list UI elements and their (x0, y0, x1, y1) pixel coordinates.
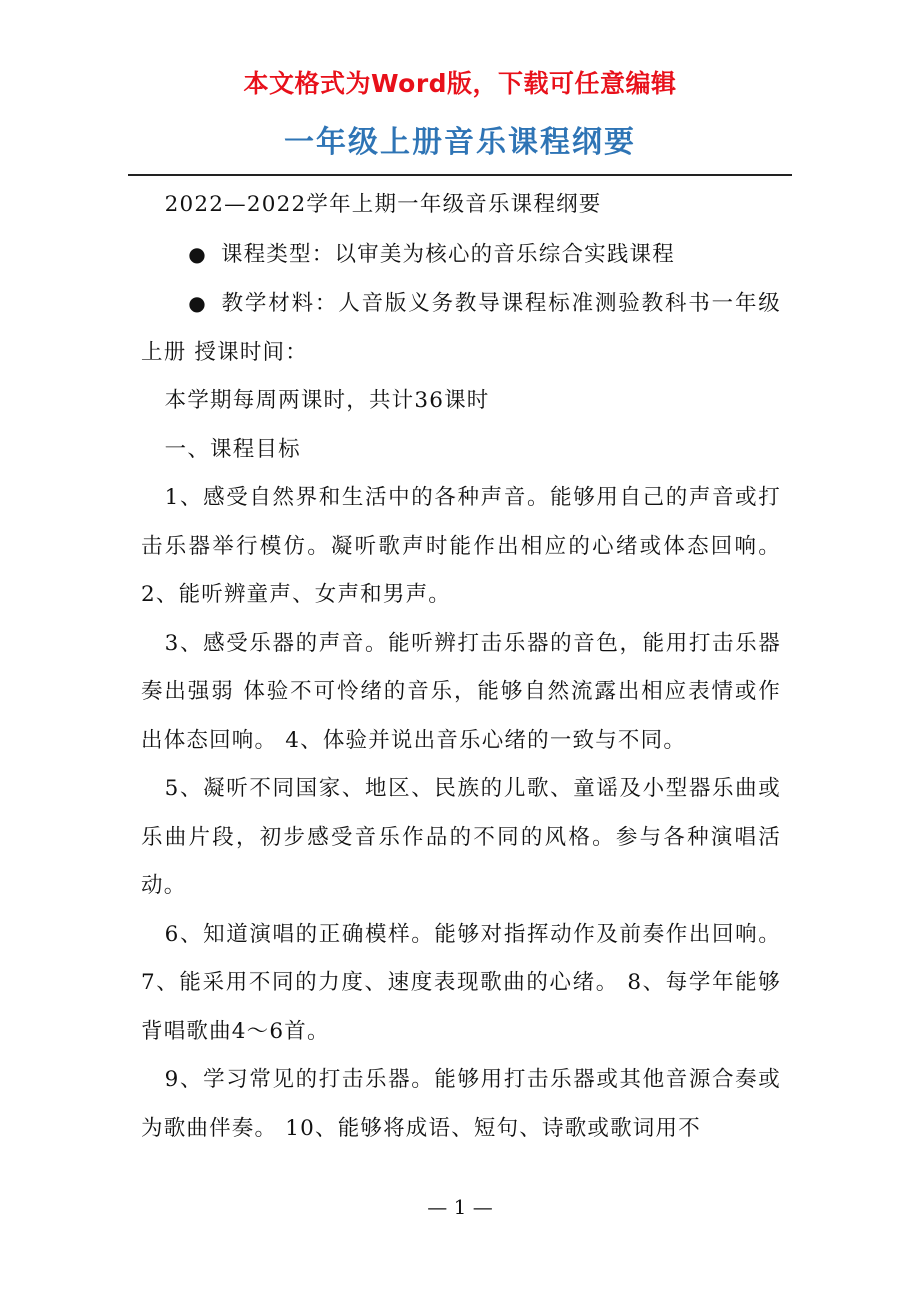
section-heading-goals: 一、课程目标 (164, 436, 301, 462)
course-type-text: 课程类型：以审美为核心的音乐综合实践课程 (220, 241, 675, 267)
download-notice-banner: 本文格式为Word版，下载可任意编辑 (243, 69, 677, 98)
document-title: 一年级上册音乐课程纲要 (284, 125, 636, 160)
paragraph-course-type (141, 230, 781, 280)
paragraph-heading-line: 2022—2022学年上期一年级音乐课程纲要 (164, 192, 602, 217)
paragraph-goal-5: 5、凝听不同国家、地区、民族的儿歌、童谣及小型器乐曲或乐曲片段，初步感受音乐作品的不同的风格。参与各种演唱活动。 (141, 776, 781, 898)
paragraph-goal-9-10: 9、学习常见的打击乐器。能够用打击乐器或其他音源合奏或为歌曲伴奏。 10、能够将成语、短句、诗歌或歌词用不 (141, 1067, 781, 1141)
bullet-icon: ● (188, 241, 207, 266)
bullet-icon: ● (188, 291, 207, 315)
paragraph-goal-3-4: 3、感受乐器的声音。能听辨打击乐器的音色，能用打击乐器奏出强弱 体验不可怜绪的音乐，能够自然流露出相应表情或作出体态回响。 4、体验并说出音乐心绪的一致与不同。 (141, 630, 781, 753)
page-number: — 1 — (427, 1195, 493, 1219)
paragraph-class-hours: 本学期每周两课时，共计36课时 (164, 388, 490, 413)
paragraph-goal-6-8: 6、知道演唱的正确模样。能够对指挥动作及前奏作出回响。 7、能采用不同的力度、速度表现歌曲的心绪。 8、每学年能够背唱歌曲4～6首。 (141, 921, 781, 1044)
title-divider (128, 174, 792, 176)
paragraph-goal-1-2: 1、感受自然界和生活中的各种声音。能够用自己的声音或打击乐器举行模仿。凝听歌声时能作出相应的心绪或体态回响。 2、能听辨童声、女声和男声。 (141, 485, 781, 607)
document-body (141, 181, 781, 1153)
paragraph-teaching-material (141, 279, 781, 377)
teaching-material-text: 教学材料：人音版义务教导课程标准测验教科书一年级上册 授课时间： (141, 291, 781, 365)
